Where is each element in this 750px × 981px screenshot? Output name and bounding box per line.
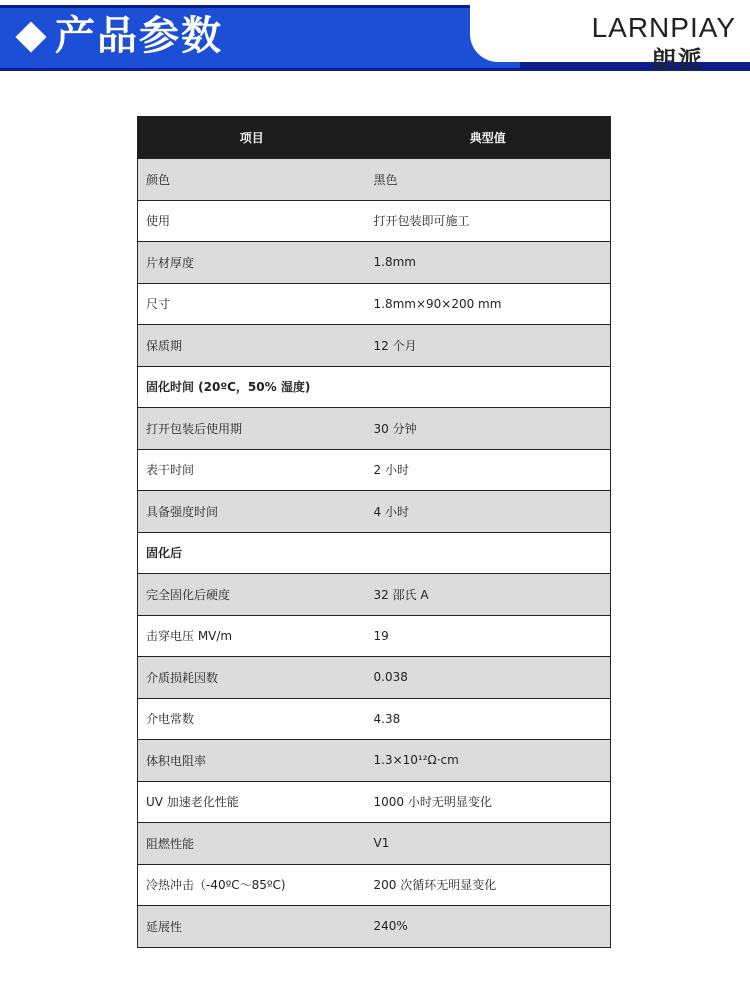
- row-value: 200 次循环无明显变化: [366, 864, 611, 906]
- row-label: 固化后: [138, 532, 366, 574]
- table-row: [138, 698, 611, 740]
- table-row: [138, 906, 611, 948]
- column-header-item: 项目: [138, 117, 366, 159]
- row-label: 阻燃性能: [138, 823, 366, 865]
- table-row: [138, 823, 611, 865]
- row-value: 32 邵氏 A: [366, 574, 611, 616]
- row-value: 1000 小时无明显变化: [366, 781, 611, 823]
- row-value: 4.38: [366, 698, 611, 740]
- table-row: [138, 491, 611, 533]
- row-label: 击穿电压 MV/m: [138, 615, 366, 657]
- table-row: [138, 242, 611, 284]
- table-header-row: [138, 117, 611, 159]
- row-label: 固化时间 (20ºC，50% 湿度): [138, 366, 366, 408]
- brand-logo-cn: 朗派: [652, 45, 704, 74]
- row-value: 19: [366, 615, 611, 657]
- row-label: 体积电阻率: [138, 740, 366, 782]
- row-value: 2 小时: [366, 449, 611, 491]
- row-label: 颜色: [138, 159, 366, 201]
- row-label: 具备强度时间: [138, 491, 366, 533]
- row-label: 片材厚度: [138, 242, 366, 284]
- row-value: V1: [366, 823, 611, 865]
- table-row: [138, 740, 611, 782]
- row-value: 12 个月: [366, 325, 611, 367]
- row-value: [366, 532, 611, 574]
- row-label: 延展性: [138, 906, 366, 948]
- section-row: [138, 366, 611, 408]
- row-label: 介电常数: [138, 698, 366, 740]
- page-title: 产品参数: [55, 13, 223, 59]
- row-value: 1.8mm×90×200 mm: [366, 283, 611, 325]
- section-row: [138, 532, 611, 574]
- row-value: 1.3×10¹²Ω·cm: [366, 740, 611, 782]
- spec-table: [137, 116, 611, 948]
- table-row: [138, 615, 611, 657]
- table-row: [138, 657, 611, 699]
- row-label: 使用: [138, 200, 366, 242]
- row-value: 240%: [366, 906, 611, 948]
- row-label: 保质期: [138, 325, 366, 367]
- row-value: [366, 366, 611, 408]
- row-label: 打开包装后使用期: [138, 408, 366, 450]
- row-value: 黑色: [366, 159, 611, 201]
- row-value: 4 小时: [366, 491, 611, 533]
- row-label: 表干时间: [138, 449, 366, 491]
- brand-logo-en: LARNPIAY: [591, 12, 736, 43]
- row-value: 0.038: [366, 657, 611, 699]
- table-row: [138, 449, 611, 491]
- column-header-value: 典型值: [366, 117, 611, 159]
- row-value: 30 分钟: [366, 408, 611, 450]
- row-label: 完全固化后硬度: [138, 574, 366, 616]
- table-row: [138, 574, 611, 616]
- row-label: 尺寸: [138, 283, 366, 325]
- row-label: 冷热冲击（-40ºC～85ºC): [138, 864, 366, 906]
- table-row: [138, 283, 611, 325]
- table-row: [138, 781, 611, 823]
- row-value: 打开包装即可施工: [366, 200, 611, 242]
- row-value: 1.8mm: [366, 242, 611, 284]
- table-row: [138, 408, 611, 450]
- table-row: [138, 864, 611, 906]
- table-row: [138, 325, 611, 367]
- table-row: [138, 159, 611, 201]
- row-label: 介质损耗因数: [138, 657, 366, 699]
- table-row: [138, 200, 611, 242]
- row-label: UV 加速老化性能: [138, 781, 366, 823]
